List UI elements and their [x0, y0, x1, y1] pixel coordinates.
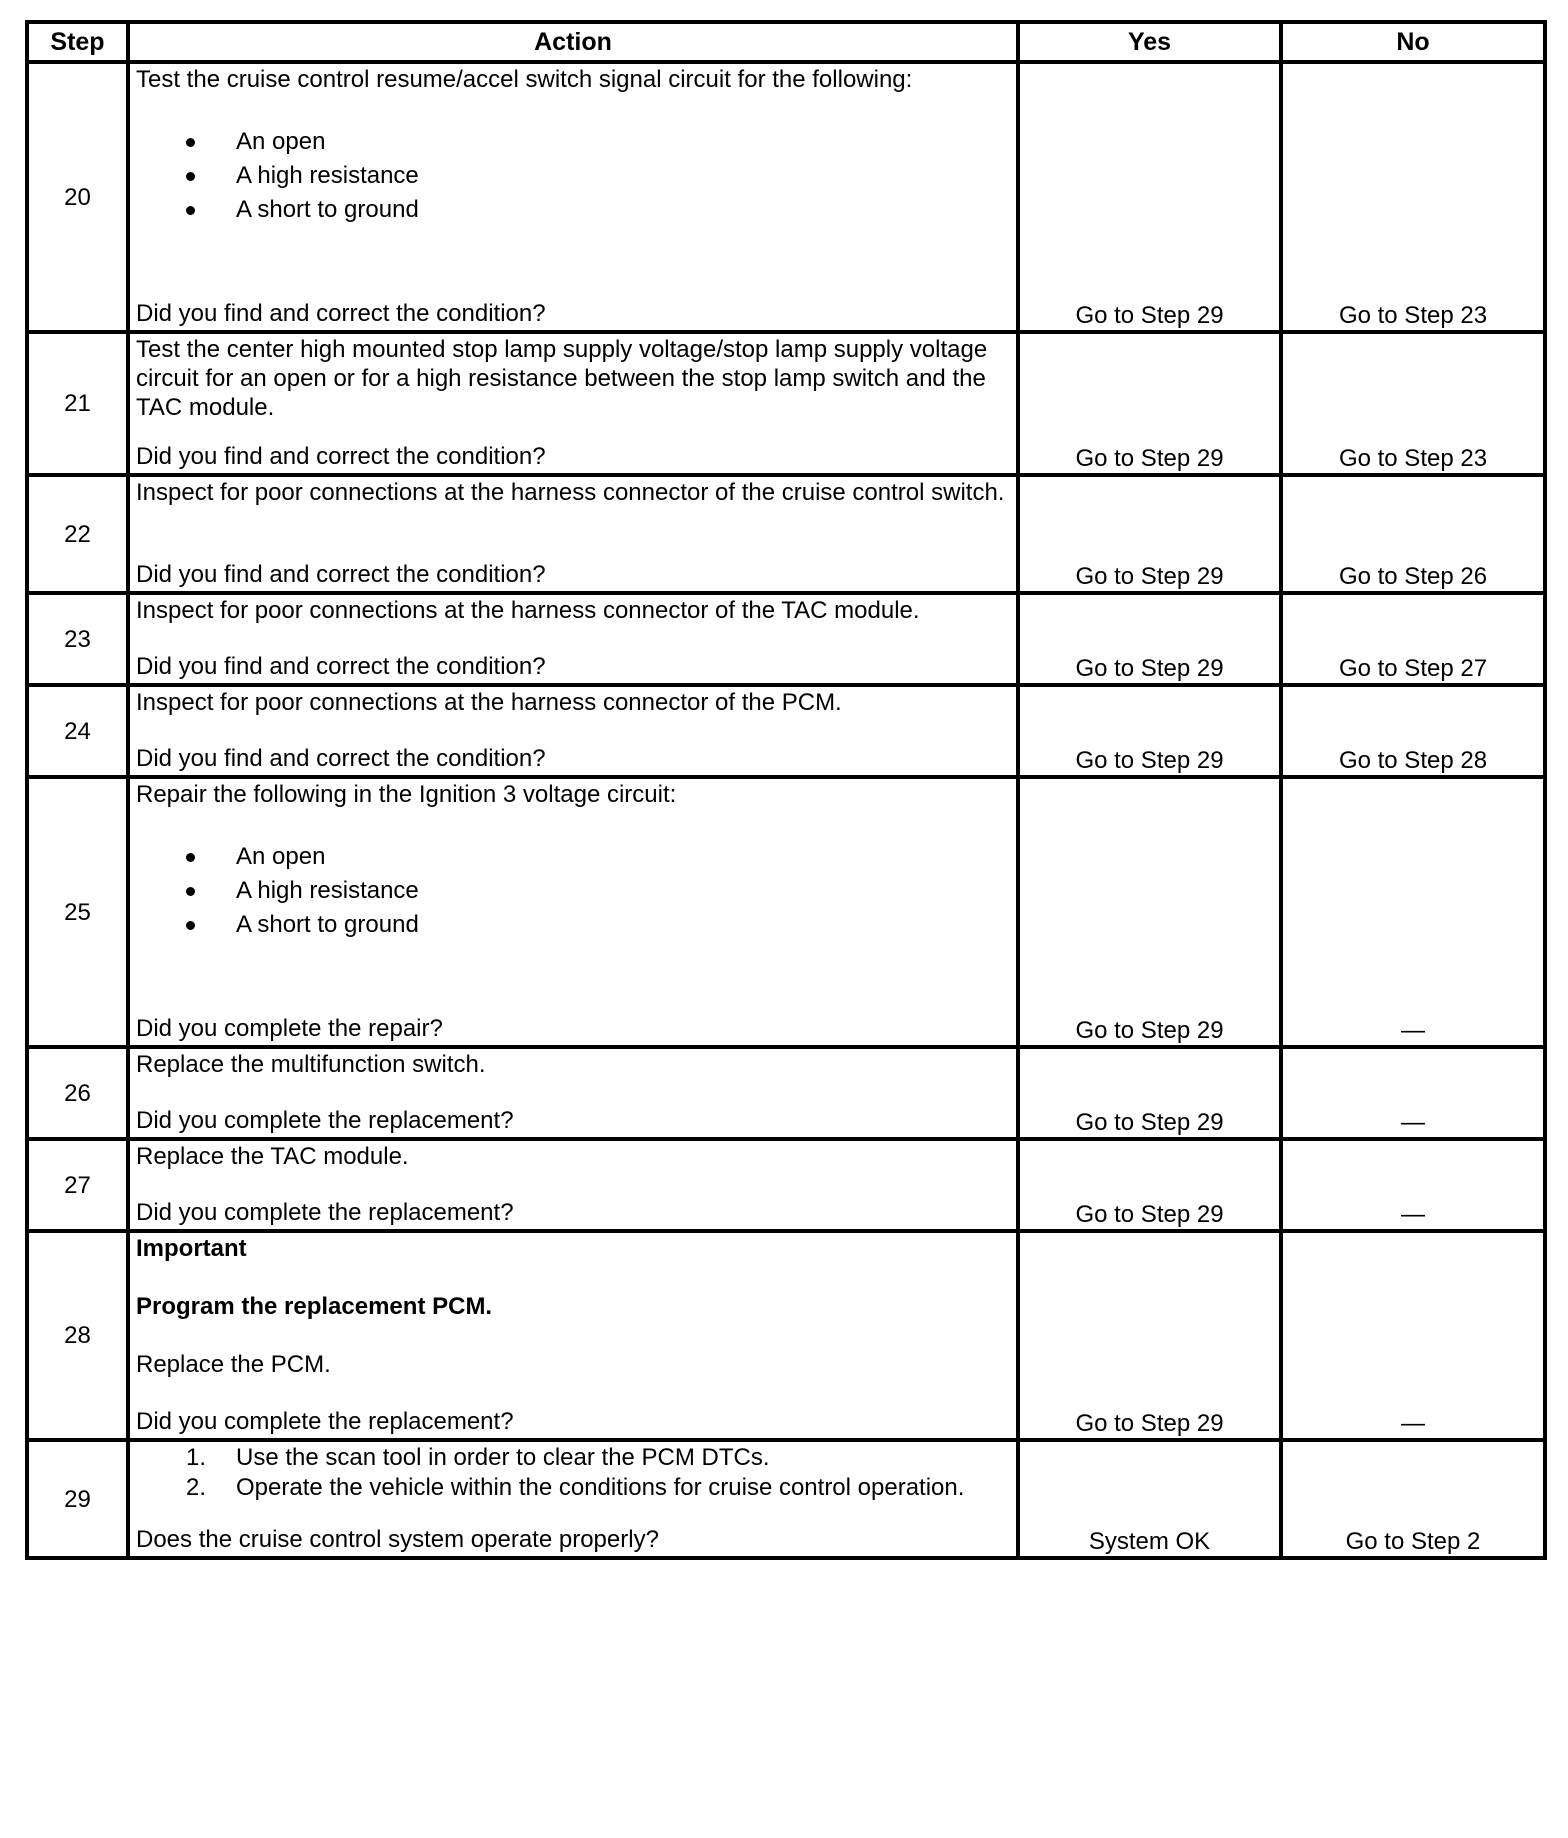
action-question: Did you find and correct the condition?: [136, 561, 546, 588]
header-no: No: [1281, 22, 1545, 62]
yes-result: Go to Step 29: [1018, 62, 1281, 332]
bullet-item: An open: [136, 840, 1012, 874]
diagnostic-steps-table: [25, 20, 1547, 1560]
yes-result: System OK: [1018, 1440, 1281, 1558]
header-action: Action: [128, 22, 1018, 62]
step-number: 26: [27, 1047, 128, 1139]
action-cell: [128, 777, 1018, 1047]
action-question: Did you find and correct the condition?: [136, 300, 546, 327]
action-cell: [128, 1231, 1018, 1440]
bullet-dot-icon: [186, 138, 195, 147]
bullet-dot-icon: [186, 921, 195, 930]
yes-result: Go to Step 29: [1018, 1231, 1281, 1440]
header-row: [27, 22, 1545, 62]
action-cell: [128, 685, 1018, 777]
no-result: —: [1281, 1231, 1545, 1440]
important-label: Important: [136, 1235, 247, 1262]
step-row-23: [27, 593, 1545, 685]
action-cell: [128, 593, 1018, 685]
step-row-29: [27, 1440, 1545, 1558]
step-number: 20: [27, 62, 128, 332]
bullet-list: [136, 840, 1012, 942]
yes-result: Go to Step 29: [1018, 1047, 1281, 1139]
bullet-dot-icon: [186, 172, 195, 181]
yes-result: Go to Step 29: [1018, 332, 1281, 475]
step-row-22: [27, 475, 1545, 593]
numbered-item: 1. Use the scan tool in order to clear the PCM DTCs.: [186, 1444, 770, 1471]
action-text: Repair the following in the Ignition 3 voltage circuit:: [136, 781, 677, 808]
yes-result: Go to Step 29: [1018, 475, 1281, 593]
bullet-item: A short to ground: [136, 908, 1012, 942]
numbered-list: [136, 1443, 1012, 1503]
no-result: Go to Step 2: [1281, 1440, 1545, 1558]
step-number: 21: [27, 332, 128, 475]
action-cell: [128, 1139, 1018, 1231]
action-cell: [128, 1047, 1018, 1139]
bullet-dot-icon: [186, 853, 195, 862]
step-number: 24: [27, 685, 128, 777]
step-number: 22: [27, 475, 128, 593]
action-question: Does the cruise control system operate properly?: [136, 1526, 659, 1553]
yes-result: Go to Step 29: [1018, 777, 1281, 1047]
bullet-dot-icon: [186, 887, 195, 896]
no-result: Go to Step 28: [1281, 685, 1545, 777]
bullet-list: [136, 125, 1012, 227]
yes-result: Go to Step 29: [1018, 1139, 1281, 1231]
action-text: Inspect for poor connections at the harness connector of the cruise control switch.: [136, 479, 1005, 506]
step-row-24: [27, 685, 1545, 777]
no-result: Go to Step 26: [1281, 475, 1545, 593]
action-question: Did you complete the replacement?: [136, 1199, 514, 1226]
step-row-25: [27, 777, 1545, 1047]
action-question: Did you find and correct the condition?: [136, 443, 546, 470]
step-number: 27: [27, 1139, 128, 1231]
no-result: —: [1281, 1139, 1545, 1231]
numbered-item: 2. Operate the vehicle within the conditions for cruise control operation.: [186, 1474, 965, 1501]
no-result: —: [1281, 777, 1545, 1047]
step-row-27: [27, 1139, 1545, 1231]
action-text: Replace the PCM.: [136, 1351, 331, 1378]
step-row-26: [27, 1047, 1545, 1139]
no-result: Go to Step 23: [1281, 62, 1545, 332]
step-number: 23: [27, 593, 128, 685]
action-text: Inspect for poor connections at the harness connector of the TAC module.: [136, 597, 920, 624]
action-question: Did you complete the repair?: [136, 1015, 443, 1042]
bullet-dot-icon: [186, 206, 195, 215]
step-number: 28: [27, 1231, 128, 1440]
action-text: Inspect for poor connections at the harness connector of the PCM.: [136, 689, 842, 716]
action-text: Replace the multifunction switch.: [136, 1051, 486, 1078]
header-step: Step: [27, 22, 128, 62]
step-row-28: [27, 1231, 1545, 1440]
header-yes: Yes: [1018, 22, 1281, 62]
no-result: —: [1281, 1047, 1545, 1139]
bullet-item: A high resistance: [136, 159, 1012, 193]
action-cell: [128, 332, 1018, 475]
action-text: Test the cruise control resume/accel switch signal circuit for the following:: [136, 66, 913, 93]
action-cell: [128, 62, 1018, 332]
action-text: Replace the TAC module.: [136, 1143, 409, 1170]
action-text: Test the center high mounted stop lamp supply voltage/stop lamp supply voltage circuit for an open or for a high resistance between the stop lamp switch and the TAC module.: [136, 336, 988, 421]
step-number: 25: [27, 777, 128, 1047]
step-number: 29: [27, 1440, 128, 1558]
action-cell: [128, 475, 1018, 593]
yes-result: Go to Step 29: [1018, 685, 1281, 777]
no-result: Go to Step 23: [1281, 332, 1545, 475]
action-question: Did you complete the replacement?: [136, 1408, 514, 1435]
important-note: Program the replacement PCM.: [136, 1293, 493, 1320]
step-row-21: [27, 332, 1545, 475]
yes-result: Go to Step 29: [1018, 593, 1281, 685]
bullet-item: A high resistance: [136, 874, 1012, 908]
action-question: Did you find and correct the condition?: [136, 653, 546, 680]
bullet-item: An open: [136, 125, 1012, 159]
bullet-item: A short to ground: [136, 193, 1012, 227]
step-row-20: [27, 62, 1545, 332]
action-question: Did you find and correct the condition?: [136, 745, 546, 772]
no-result: Go to Step 27: [1281, 593, 1545, 685]
action-question: Did you complete the replacement?: [136, 1107, 514, 1134]
action-cell: [128, 1440, 1018, 1558]
